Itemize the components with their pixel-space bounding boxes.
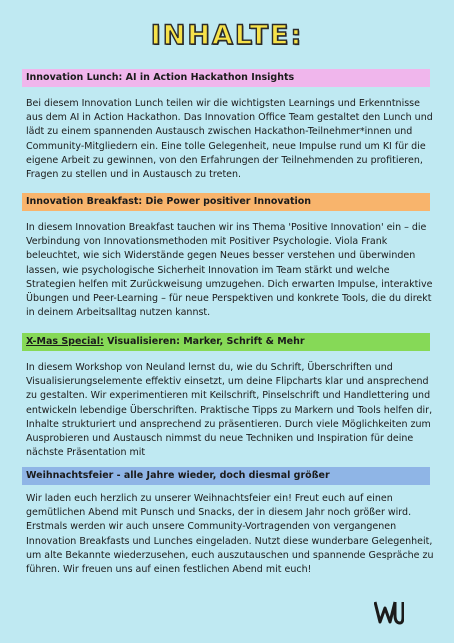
section-body-xmas-special: In diesem Workshop von Neuland lernst du, wie du Schrift, Überschriften und Visualisierungselemente effektiv einsetzt, um deine Flipcharts klar und ansprechend zu gestalten. Wir experimentieren mit Keilschrift, Pinselschrift und Handlettering und entwickeln lebendige Überschriften. Praktische Tipps zu Markern und Tools helfen dir, Inhalte strukturiert und ansprechend zu präsentieren. Durch viele Möglichkeiten zum Ausprobieren und Austausch nimmst du neue Techniken und Inspiration für deine nächste Präsentation mit [26,362,433,459]
section-body-innovation-lunch: Bei diesem Innovation Lunch teilen wir die wichtigsten Learnings und Erkenntnisse aus dem AI in Action Hackathon. Das Innovation Office Team gestaltet den Lunch und lädt zu einem spannenden Austausch zwischen Hackathon-Teilnehmer*innen und Community-Mitgliedern ein. Eine tolle Gelegenheit, neue Impulse rund um KI für die eigene Arbeit zu gewinnen, von den Erfahrungen der Teilnehmenden zu profitieren, Fragen zu stellen und in Austausch zu treten. [26,98,433,181]
section-heading-innovation-lunch: Innovation Lunch: AI in Action Hackathon Insights [22,69,430,87]
wu-logo-mark [374,600,404,626]
section-heading-innovation-breakfast: Innovation Breakfast: Die Power positiver Innovation [22,193,430,211]
section-body-innovation-breakfast: In diesem Innovation Breakfast tauchen wir ins Thema 'Positive Innovation' ein – die Verbindung von Innovationsmethoden mit Positiver Psychologie. Viola Frank beleuchtet, wie sich Widerstände gegen Neues besser verstehen und überwinden lassen, wie psychologische Sicherheit Innovation im Team stärkt und welche Strategien helfen mit Zurückweisung umzugehen. Dich erwarten Impulse, interaktive Übungen und Peer-Learning – für neue Perspektiven und konkrete Tools, die du direkt in deinem Arbeitsalltag nutzen kannst. [26,222,433,319]
section-body-weihnachtsfeier: Wir laden euch herzlich zu unserer Weihnachtsfeier ein! Freut euch auf einen gemütlichen Abend mit Punsch und Snacks, der in diesem Jahr noch größer wird. Erstmals werden wir auch unsere Community-Vortragenden von vergangenen Innovation Breakfasts und Lunches eingeladen. Nutzt diese wunderbare Gelegenheit, um alte Bekannte wiederzusehen, euch auszutauschen und spannende Gespräche zu führen. Wir freuen uns auf einen festlichen Abend mit euch! [26,493,434,576]
xmas-special-heading-text: Visualisieren: Marker, Schrift & Mehr [107,336,305,347]
xmas-special-prefix: X-Mas Special: [26,336,104,347]
section-heading-weihnachtsfeier: Weihnachtsfeier - alle Jahre wieder, doch diesmal größer [22,467,430,485]
wu-logo [374,600,436,626]
section-heading-xmas-special [22,333,430,351]
page-title: INHALTE: [150,20,304,51]
